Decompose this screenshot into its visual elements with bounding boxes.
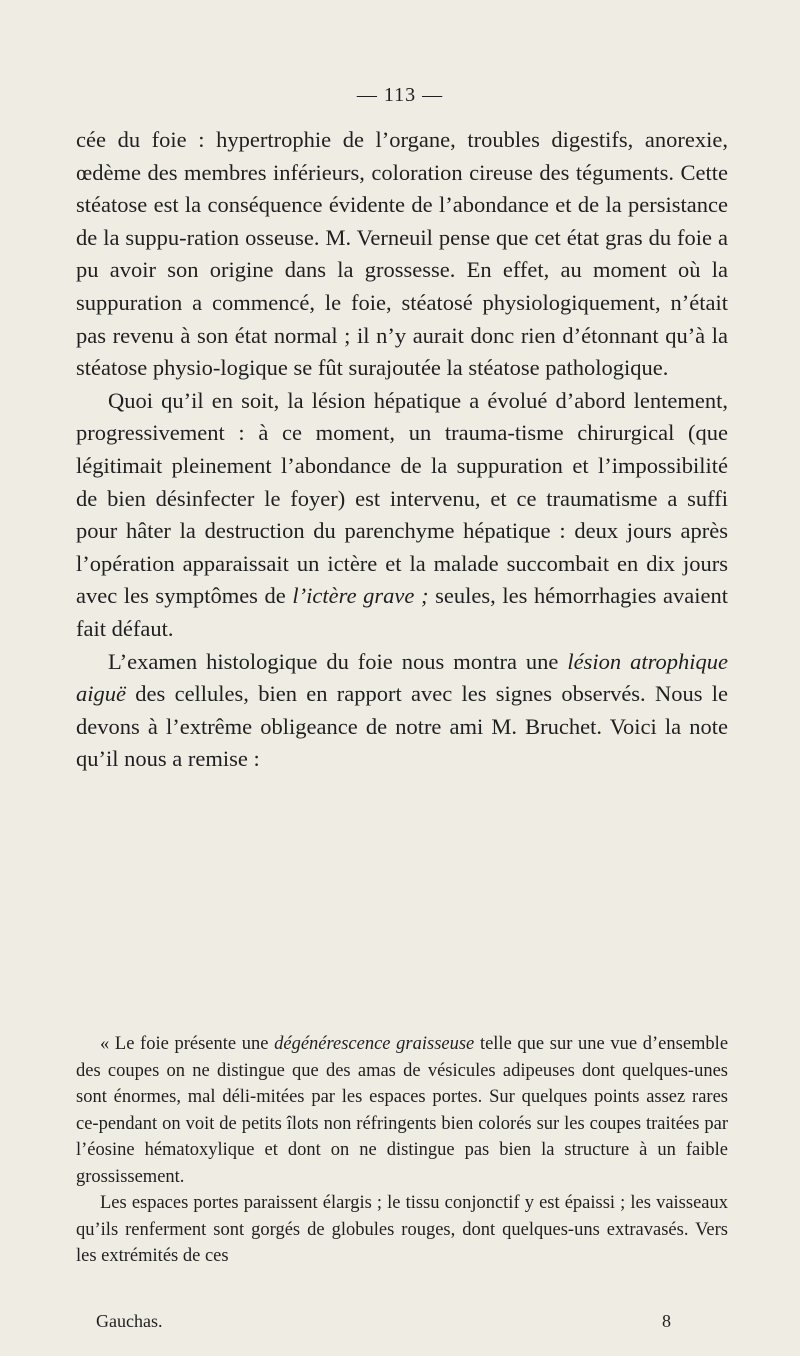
paragraph-3-text: L’examen histologique du foie nous montra une (108, 648, 559, 674)
quote-paragraph-1-emphasis: dégénérescence graisseuse (274, 1034, 475, 1054)
quote-paragraph-1 (76, 1031, 728, 1190)
paragraph-2-text-end: seules, les hémorrhagies avaient fait défaut. (76, 583, 729, 641)
paragraph-2-text: Quoi qu’il en soit, la lésion hépatique a évolué d’abord lentement, progressivement : à ce moment, un trauma-tisme chirurgical (que légitimait pleinement l’abondance de la suppuration et l’impossibilité de bien désinfecter le foyer) est intervenu, et ce traumatisme a suffi pour hâter la destruction du parenchyme hépatique : deux jours après l’opération apparaissait un ictère et la malade succombait en dix jours avec les symptômes de (76, 387, 728, 609)
paragraph-2 (76, 385, 728, 646)
quote-paragraph-1-text-end: telle que sur une vue d’ensemble des coupes on ne distingue que des amas de vésicules adipeuses dont quelques-unes sont énormes, mal déli-mitées par les espaces portes. Sur quelques points assez rares ce-pendant on voit de petits îlots non réfringents bien colorés sur les coupes traitées par l’éosine hématoxylique et dont on ne distingue pas bien la structure à un faible grossissement. (76, 1034, 729, 1187)
footer-author: Gauchas. (96, 1311, 163, 1331)
paragraph-3-text-end: des cellules, bien en rapport avec les signes observés. Nous le devons à l’extrême obligeance de notre ami M. Bruchet. Voici la note qu’il nous a remise : (76, 681, 729, 772)
paragraph-3-emphasis: lésion atrophique aiguë (76, 648, 728, 707)
quote-paragraph-1-text: « Le foie présente une (100, 1034, 269, 1054)
quoted-note (76, 1031, 728, 1270)
paragraph-2-emphasis: l’ictère grave ; (292, 583, 429, 609)
quote-paragraph-2: Les espaces portes paraissent élargis ; le tissu conjonctif y est épaissi ; les vaisseaux qu’ils renferment sont gorgés de globules rouges, dont quelques-uns extravasés. Vers les extrémités de ces (76, 1193, 728, 1266)
main-text (76, 124, 728, 776)
page-number: — 113 — (356, 84, 444, 106)
page-footer (96, 1311, 671, 1332)
paragraph-3 (76, 646, 728, 776)
signature-mark: 8 (662, 1311, 671, 1331)
paragraph-1: cée du foie : hypertrophie de l’organe, troubles digestifs, anorexie, œdème des membres inférieurs, coloration cireuse des téguments. Cette stéatose est la conséquence évidente de l’abondance et de la persistance de la suppu-ration osseuse. M. Verneuil pense que cet état gras du foie a pu avoir son origine dans la grossesse. En effet, au moment où la suppuration a commencé, le foie, stéatosé physiologiquement, n’était pas revenu à son état normal ; il n’y aurait donc rien d’étonnant qu’à la stéatose physio-logique se fût surajoutée la stéatose pathologique. (76, 127, 728, 381)
